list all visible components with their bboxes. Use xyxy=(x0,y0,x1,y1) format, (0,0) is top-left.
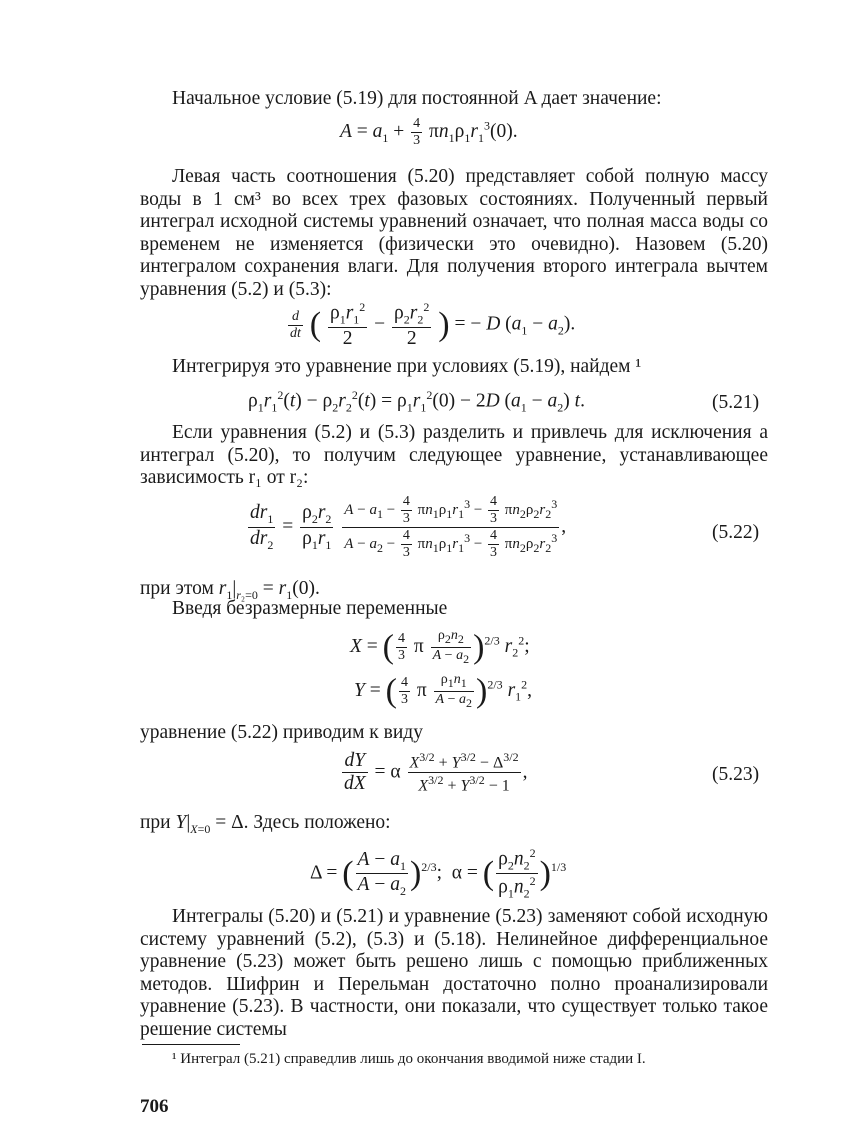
equation-delta-alpha: Δ = ( $\frac{A - a_1}{A - a_2}$ )$^{2/3}$; α = ( $\frac{\rho_2n_2^2}{\rho_1n_2^2}$ )$^{1/3}$ xyxy=(310,846,567,901)
paragraph-7: Интегралы (5.20) и (5.21) и уравнение (5.23) заменяют собой исходную систему уравнений (5.2), (5.3) и (5.18). Нелинейное дифференциальное уравнение (5.23) может быть решено лишь с помощью приближенных методов. Шифрин и Перельман достаточно полно проанализировали уравнение (5.23). В частности, они показали, что существует только такое решение системы xyxy=(140,906,768,1040)
paragraph-3: Если уравнения (5.2) и (5.3) разделить и привлечь для исключения a интеграл (5.20), то получим следующее уравнение, устанавливающее зависимость r₁ от r₂: xyxy=(140,422,768,488)
equation-difference: $\frac{d}{dt}$ ( $\frac{\rho_1r_1^2}{2}$ − $\frac{\rho_2r_2^2}{2}$ ) = − D $(a_1 - a_2)$. xyxy=(290,300,576,350)
footnote: ¹ Интеграл (5.21) справедлив лишь до окончания вводимой ниже стадии I. xyxy=(172,1051,646,1067)
equation-number-5-22: (5.22) xyxy=(712,522,760,543)
equation-Y: Y = ( $\frac{4}{3}$ π $\frac{\rho_1n_1}{A - a_2}$ )$^{2/3}$ $r_1^2$, xyxy=(354,672,533,710)
paragraph-2: Интегрируя это уравнение при условиях (5.19), найдем ¹ xyxy=(172,356,642,377)
equation-A: $A = a_1$ + $\frac{4}{3}$ $\pi n_1\rho_1r_1^3(0)$. xyxy=(340,116,518,148)
condition-r1: при этом $r_1|_{r_2=0} = r_1(0)$. xyxy=(140,578,320,602)
equation-5-22: $\frac{dr_1}{dr_2}$ = $\frac{\rho_2r_2}{\rho_1r_1}$ $A - a_1$ − $\frac{4}{3}$ $\pi n_1\rho_1r_1^3$ − $\frac{4}{3}$ $\pi n_2\rho_2r_2^3$ $A - a_2$ − $\frac{4}{3}$ $\pi n_1\rho_1r_1^3$ − $\frac{4}{3}$ $\pi n_2\rho_2r_2^3$ , xyxy=(250,494,567,560)
equation-number-5-21: (5.21) xyxy=(712,392,760,413)
footnote-divider xyxy=(142,1044,240,1045)
page-number: 706 xyxy=(140,1096,169,1117)
equation-5-23: $\frac{dY}{dX}$ = α $\frac{X^{3/2} + Y^{3/2} - \Delta^{3/2}}{X^{3/2} + Y^{3/2} - 1}$ , xyxy=(344,750,528,795)
paragraph-4: Введя безразмерные переменные xyxy=(172,598,448,619)
paragraph-6: при $Y|_{X=0} = \Delta$. Здесь положено: xyxy=(140,812,391,836)
intro-text: Начальное условие (5.19) для постоянной A дает значение: xyxy=(172,88,662,109)
equation-5-21: $\rho_1r_1^2(t) - \rho_2r_2^2(t) = \rho_1r_1^2(0) - 2D$ $(a_1 - a_2)$ t. xyxy=(248,388,585,415)
equation-X: X = ( $\frac{4}{3}$ π $\frac{\rho_2n_2}{A - a_2}$ )$^{2/3}$ $r_2^2$; xyxy=(350,628,530,666)
paragraph-1: Левая часть соотношения (5.20) представляет собой полную массу воды в 1 см³ во всех трех фазовых состояниях. Полученный первый интеграл исходной системы уравнений означает, что полная масса воды со временем не изменяется (физически это очевидно). Назовем (5.20) интегралом сохранения влаги. Для получения второго интеграла вычтем уравнения (5.2) и (5.3): xyxy=(140,166,768,300)
equation-number-5-23: (5.23) xyxy=(712,764,760,785)
paragraph-5: уравнение (5.22) приводим к виду xyxy=(140,722,423,743)
